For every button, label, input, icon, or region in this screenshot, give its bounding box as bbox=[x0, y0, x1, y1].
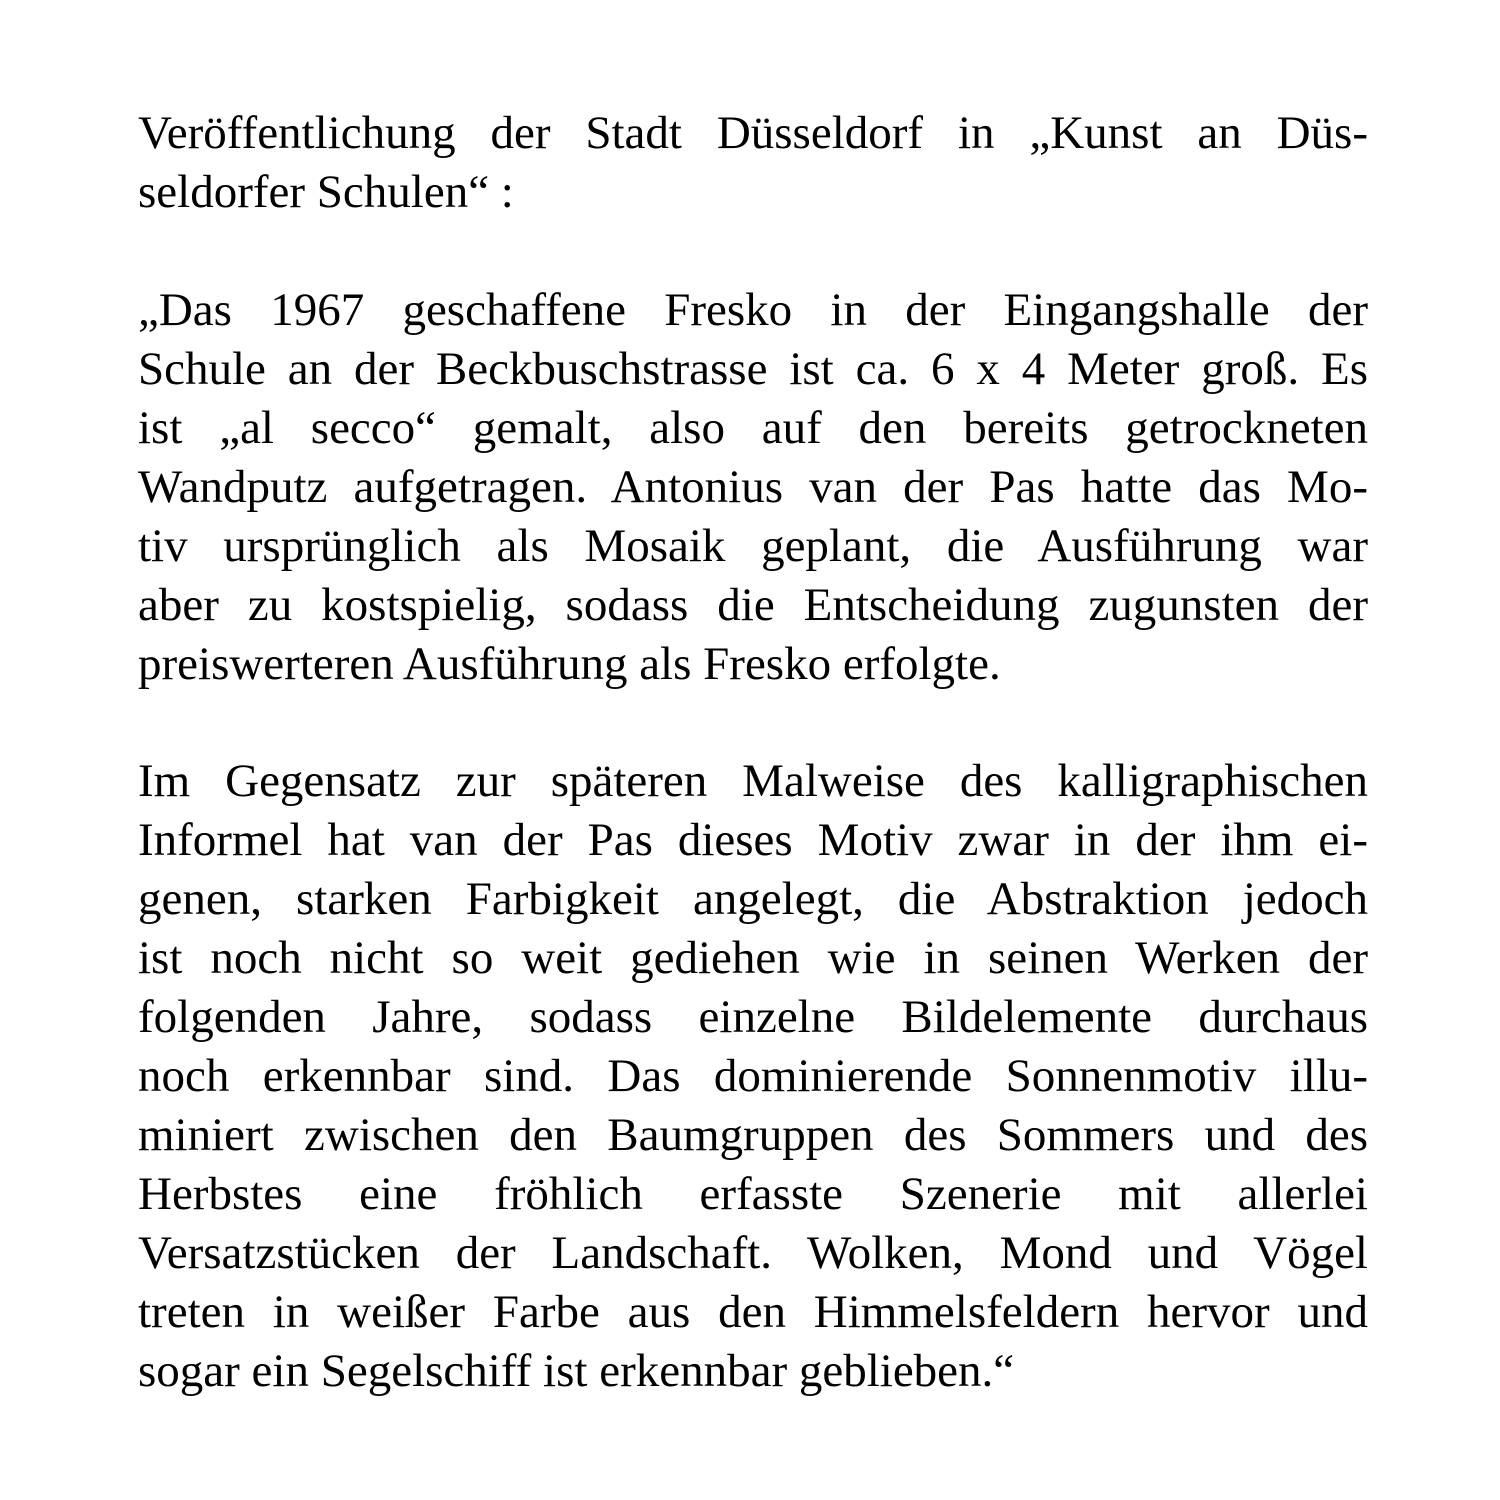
text-line: noch erkennbar sind. Das dominierende Sonnenmotiv illu- bbox=[138, 1050, 1368, 1102]
text-line: treten in weißer Farbe aus den Himmelsfeldern hervor und bbox=[138, 1286, 1368, 1338]
text-line: Schule an der Beckbuschstrasse ist ca. 6 x 4 Meter groß. Es bbox=[138, 343, 1368, 395]
paragraph-intro bbox=[138, 104, 1368, 222]
text-line: ist „al secco“ gemalt, also auf den bereits getrockneten bbox=[138, 402, 1368, 454]
text-line: aber zu kostspielig, sodass die Entscheidung zugunsten der bbox=[138, 579, 1368, 631]
text-line: folgenden Jahre, sodass einzelne Bildelemente durchaus bbox=[138, 991, 1368, 1043]
text-line: Versatzstücken der Landschaft. Wolken, Mond und Vögel bbox=[138, 1227, 1368, 1279]
paragraph-fresco-description bbox=[138, 281, 1368, 694]
text-line: Wandputz aufgetragen. Antonius van der Pas hatte das Mo- bbox=[138, 461, 1368, 513]
text-line: seldorfer Schulen“ : bbox=[138, 166, 514, 218]
text-line: sogar ein Segelschiff ist erkennbar geblieben.“ bbox=[138, 1345, 1015, 1397]
text-line: Veröffentlichung der Stadt Düsseldorf in „Kunst an Düs- bbox=[138, 107, 1368, 159]
text-line: Im Gegensatz zur späteren Malweise des kalligraphischen bbox=[138, 755, 1368, 807]
text-line: ist noch nicht so weit gediehen wie in seinen Werken der bbox=[138, 932, 1368, 984]
paragraph-style-analysis bbox=[138, 752, 1368, 1401]
text-line: genen, starken Farbigkeit angelegt, die Abstraktion jedoch bbox=[138, 873, 1368, 925]
text-line: preiswerteren Ausführung als Fresko erfolgte. bbox=[138, 638, 1001, 690]
text-line: „Das 1967 geschaffene Fresko in der Eingangshalle der bbox=[138, 284, 1368, 336]
text-line: Herbstes eine fröhlich erfasste Szenerie mit allerlei bbox=[138, 1168, 1368, 1220]
text-line: Informel hat van der Pas dieses Motiv zwar in der ihm ei- bbox=[138, 814, 1368, 866]
text-line: miniert zwischen den Baumgruppen des Sommers und des bbox=[138, 1109, 1368, 1161]
text-line: tiv ursprünglich als Mosaik geplant, die Ausführung war bbox=[138, 520, 1368, 572]
